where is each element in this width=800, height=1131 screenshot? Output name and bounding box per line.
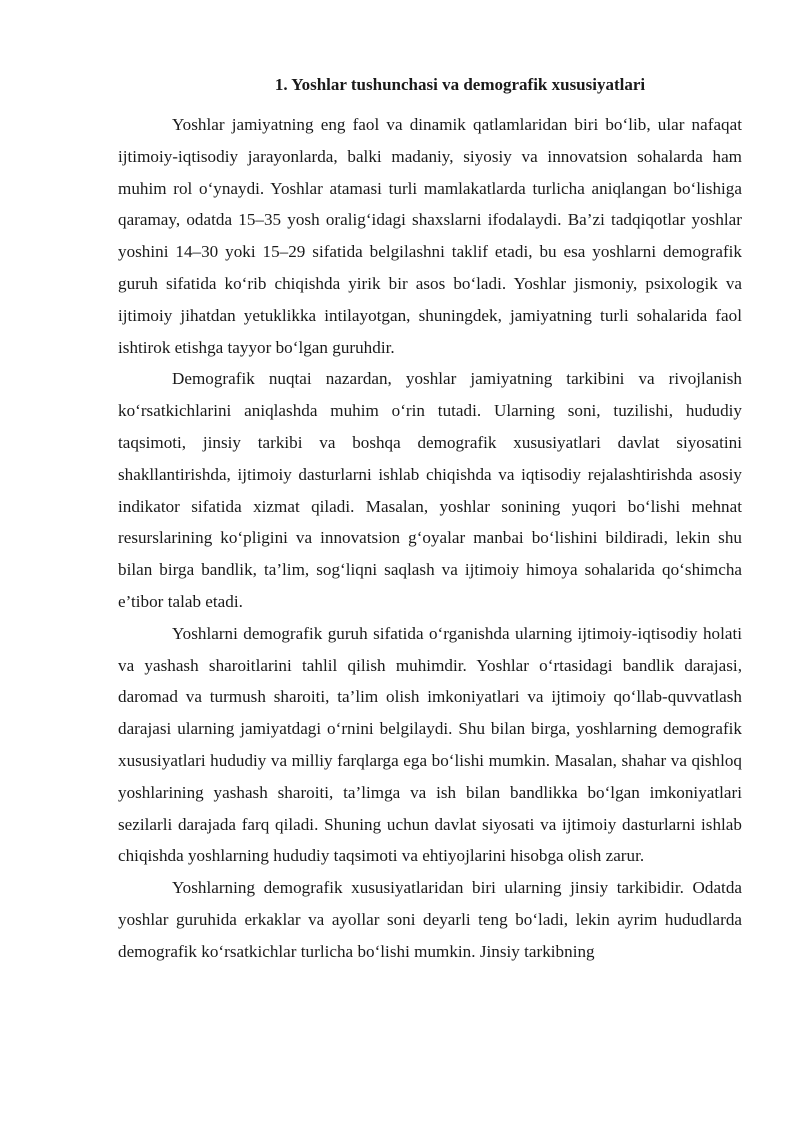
section-heading: 1. Yoshlar tushunchasi va demografik xususiyatlari xyxy=(274,75,646,94)
paragraph-3: Yoshlarni demografik guruh sifatida o‘rganishda ularning ijtimoiy-iqtisodiy holati va yashash sharoitlarini tahlil qilish muhimdir. Yoshlar o‘rtasidagi bandlik darajasi, daromad va turmush sharoiti, ta’lim olish imkoniyatlari va ijtimoiy qo‘llab-quvvatlash darajasi ularning jamiyatdagi o‘rnini belgilaydi. Shu bilan birga, yoshlarning demografik xususiyatlari hududiy va milliy farqlarga ega bo‘lishi mumkin. Masalan, shahar va qishloq yoshlarining yashash sharoiti, ta’limga va ish bilan bandlikka bo‘lgan imkoniyatlari sezilarli darajada farq qiladi. Shuning uchun davlat siyosati va ijtimoiy dasturlarni ishlab chiqishda yoshlarning hududiy taqsimoti va ehtiyojlarini hisobga olish zarur. xyxy=(118,623,742,866)
paragraph-4: Yoshlarning demografik xususiyatlaridan biri ularning jinsiy tarkibidir. Odatda yoshlar guruhida erkaklar va ayollar soni deyarli teng bo‘ladi, lekin ayrim hududlarda demografik ko‘rsatkichlar turlicha bo‘lishi mumkin. Jinsiy tarkibning xyxy=(118,878,742,961)
paragraph-2: Demografik nuqtai nazardan, yoshlar jamiyatning tarkibini va rivojlanish ko‘rsatkichlarini aniqlashda muhim o‘rin tutadi. Ularning soni, tuzilishi, hududiy taqsimoti, jinsiy tarkibi va boshqa demografik xususiyatlari davlat siyosatini shakllantirishda, ijtimoiy dasturlarni ishlab chiqishda va iqtisodiy rejalashtirishda asosiy indikator sifatida xizmat qiladi. Masalan, yoshlar sonining yuqori bo‘lishi mehnat resurslarining ko‘pligini va innovatsion g‘oyalar manbai bo‘lishini bildiradi, lekin shu bilan birga bandlik, ta’lim, sog‘liqni saqlash va ijtimoiy himoya sohalarida qo‘shimcha e’tibor talab etadi. xyxy=(118,369,742,611)
paragraph-1: Yoshlar jamiyatning eng faol va dinamik qatlamlaridan biri bo‘lib, ular nafaqat ijtimoiy-iqtisodiy jarayonlarda, balki madaniy, siyosiy va innovatsion sohalarda ham muhim rol o‘ynaydi. Yoshlar atamasi turli mamlakatlarda turlicha aniqlangan bo‘lishiga qaramay, odatda 15–35 yosh oralig‘idagi shaxslarni ifodalaydi. Ba’zi tadqiqotlar yoshlar yoshini 14–30 yoki 15–29 sifatida belgilashni taklif etadi, bu esa yoshlarni demografik guruh sifatida ko‘rib chiqishda yirik bir asos bo‘ladi. Yoshlar jismoniy, psixologik va ijtimoiy jihatdan yetuklikka intilayotgan, shuningdek, jamiyatning turli sohalarida faol ishtirok etishga tayyor bo‘lgan guruhdir. xyxy=(118,115,742,357)
body-text xyxy=(118,109,742,968)
